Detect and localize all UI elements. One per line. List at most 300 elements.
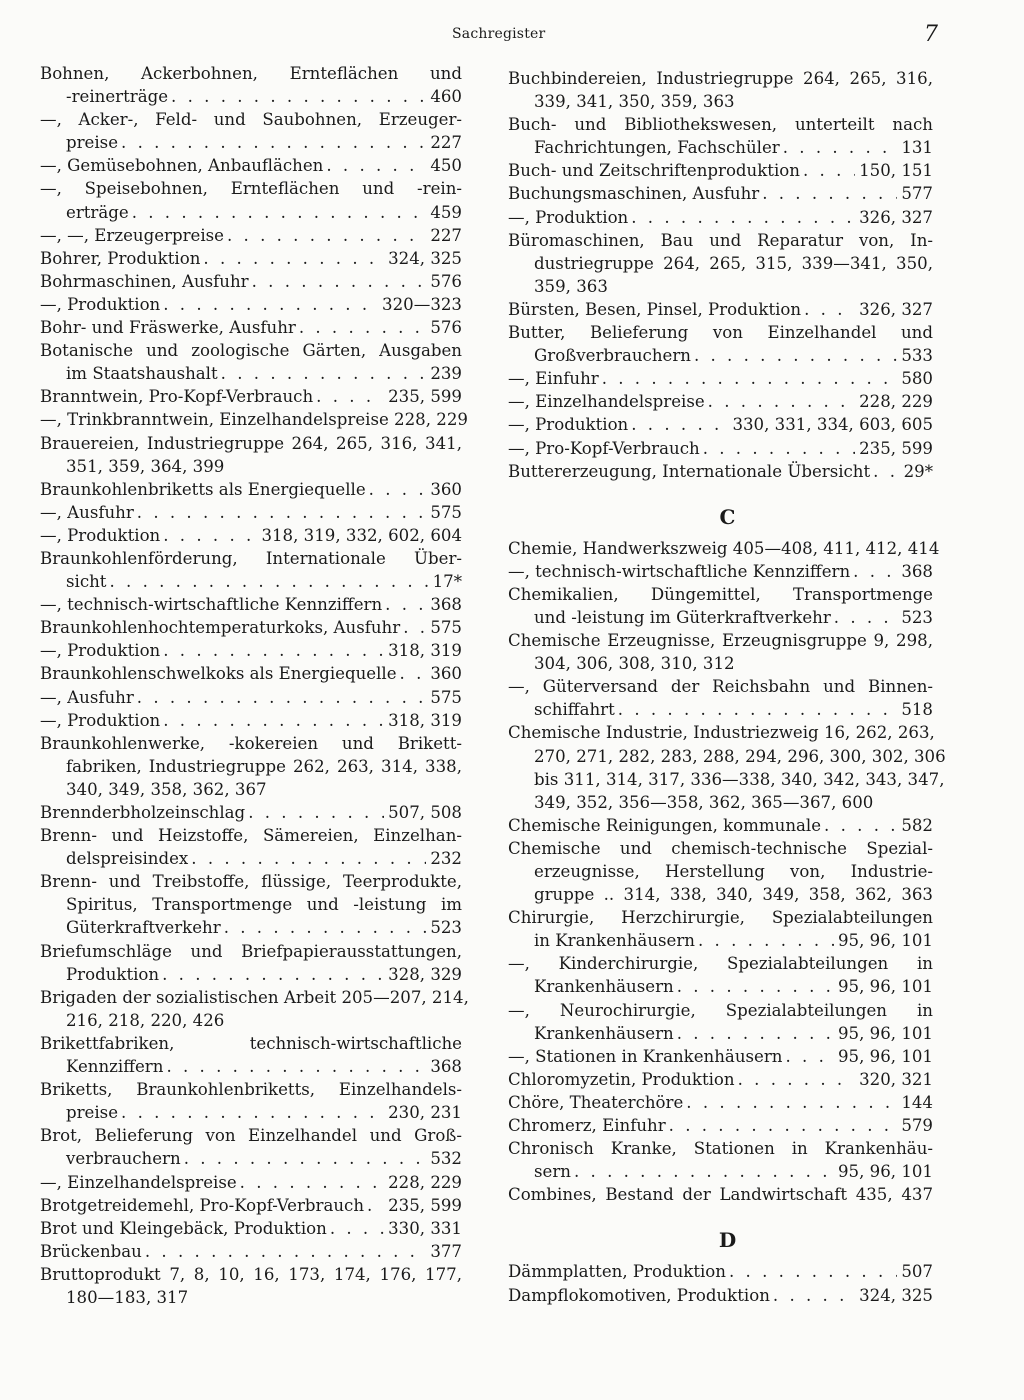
- entry-line: [508, 136, 933, 159]
- entry-line: [508, 1045, 933, 1068]
- dot-leader: [171, 85, 426, 108]
- entry-text: 351, 359, 364, 399: [66, 456, 225, 476]
- entry-line: [508, 367, 933, 390]
- entry-line: [508, 413, 933, 436]
- index-entry: [508, 1045, 933, 1068]
- dot-leader: [121, 1101, 384, 1124]
- entry-line: [40, 709, 462, 732]
- dot-leader: [698, 929, 834, 952]
- page-reference: 95, 96, 101: [837, 1046, 933, 1066]
- entry-text: Buttererzeugung, Internationale Übersicht: [508, 461, 871, 481]
- index-entry: [508, 1137, 933, 1183]
- entry-line: [508, 275, 933, 298]
- page-header: [0, 22, 1024, 52]
- dot-leader: [738, 1068, 856, 1091]
- page-reference: 230, 231: [388, 1103, 462, 1123]
- entry-text: Combines, Bestand der Landwirtschaft 435, 437: [508, 1185, 933, 1205]
- entry-text: —, Neurochirurgie, Spezialabteilungen in: [508, 1000, 933, 1020]
- entry-line: [40, 455, 462, 478]
- entry-line: [508, 159, 933, 182]
- entry-line: [40, 1124, 462, 1147]
- page-reference: 324, 325: [859, 1285, 933, 1305]
- entry-line: [508, 975, 933, 998]
- entry-text: Bürsten, Besen, Pinsel, Produktion: [508, 299, 802, 319]
- entry-text: —, Produktion: [40, 294, 161, 314]
- page-reference: 232: [430, 849, 462, 869]
- entry-line: [40, 593, 462, 616]
- entry-line: [508, 1137, 933, 1160]
- entry-line: [40, 963, 462, 986]
- entry-line: [40, 108, 462, 131]
- page-reference: 579: [901, 1116, 933, 1136]
- entry-line: [40, 478, 462, 501]
- index-entry: [40, 593, 462, 616]
- index-entry: [508, 390, 933, 413]
- entry-line: [508, 698, 933, 721]
- page-reference: 575: [430, 502, 462, 522]
- dot-leader: [694, 344, 897, 367]
- entry-text: 340, 349, 358, 362, 367: [66, 779, 267, 799]
- entry-line: [40, 732, 462, 755]
- entry-line: [508, 206, 933, 229]
- entry-text: —, Kinderchirurgie, Spezialabteilungen in: [508, 954, 933, 974]
- entry-text: dustriegruppe 264, 265, 315, 339—341, 350,: [534, 253, 933, 273]
- entry-line: [508, 537, 940, 560]
- entry-text: Brückenbau: [40, 1241, 142, 1261]
- entry-text: Brauereien, Industriegruppe 264, 265, 316, 341,: [40, 433, 462, 453]
- dot-leader: [762, 182, 897, 205]
- dot-leader: [316, 385, 384, 408]
- dot-leader: [677, 975, 834, 998]
- dot-leader: [708, 390, 855, 413]
- entry-line: [508, 1091, 933, 1114]
- entry-line: [40, 177, 462, 200]
- entry-text: Briefumschläge und Briefpapierausstattungen,: [40, 941, 462, 961]
- index-entry: [508, 182, 933, 205]
- entry-line: [508, 629, 933, 652]
- index-entry: [508, 206, 933, 229]
- index-entry: [40, 154, 462, 177]
- entry-text: Brot, Belieferung von Einzelhandel und Groß-: [40, 1126, 462, 1146]
- entry-text: Chemie, Handwerkszweig 405—408, 411, 412, 414: [508, 538, 940, 558]
- page-reference: 95, 96, 101: [837, 931, 933, 951]
- dot-leader: [631, 413, 728, 436]
- entry-line: [508, 1022, 933, 1045]
- entry-line: [40, 1263, 462, 1286]
- page-reference: 228, 229: [859, 392, 933, 412]
- entry-text: Braunkohlenwerke, -kokereien und Brikett-: [40, 733, 462, 753]
- dot-leader: [163, 709, 384, 732]
- entry-line: [40, 916, 462, 939]
- entry-line: [40, 432, 462, 455]
- index-entry: [40, 1032, 462, 1078]
- dot-leader: [184, 1147, 427, 1170]
- page-reference: 532: [430, 1149, 462, 1169]
- entry-text: sicht: [66, 572, 107, 592]
- entry-line: [508, 929, 933, 952]
- entry-line: [40, 1078, 462, 1101]
- entry-text: delspreisindex: [66, 849, 189, 869]
- entry-text: Chronisch Kranke, Stationen in Krankenhäu-: [508, 1139, 933, 1159]
- entry-text: Großverbrauchern: [534, 346, 691, 366]
- entry-text: —, Speisebohnen, Ernteflächen und -rein-: [40, 179, 462, 199]
- entry-text: Branntwein, Pro-Kopf-Verbrauch: [40, 387, 314, 407]
- dot-leader: [686, 1091, 897, 1114]
- dot-leader: [330, 1217, 384, 1240]
- entry-line: [40, 247, 462, 270]
- index-entry: [508, 460, 933, 483]
- page-reference: 144: [901, 1092, 933, 1112]
- dot-leader: [574, 1160, 834, 1183]
- entry-text: Buchbindereien, Industriegruppe 264, 265, 316,: [508, 69, 933, 88]
- dot-leader: [137, 686, 427, 709]
- entry-line: [508, 652, 933, 675]
- entry-text: Bohrmaschinen, Ausfuhr: [40, 271, 249, 291]
- right-column: [508, 67, 946, 1307]
- entry-line: [508, 560, 933, 583]
- entry-text: Krankenhäusern: [534, 977, 674, 997]
- entry-line: [40, 339, 462, 362]
- entry-line: [40, 293, 462, 316]
- page-reference: 330, 331, 334, 603, 605: [732, 415, 933, 435]
- page-reference: 368: [430, 595, 462, 615]
- page-reference: 318, 319: [388, 710, 462, 730]
- entry-text: Brenn- und Treibstoffe, flüssige, Teerprodukte,: [40, 872, 462, 892]
- page-reference: 95, 96, 101: [837, 1023, 933, 1043]
- section-letter-d: D: [718, 1228, 737, 1253]
- entry-text: —, Ausfuhr: [40, 502, 134, 522]
- entry-line: [508, 321, 933, 344]
- entry-text: —, Einzelhandelspreise: [40, 1172, 237, 1192]
- index-entry: [40, 247, 462, 270]
- entry-line: [40, 940, 462, 963]
- index-entry: [40, 1171, 462, 1194]
- entry-line: [508, 67, 933, 90]
- page-reference: 318, 319, 332, 602, 604: [261, 525, 462, 545]
- entry-text: Chöre, Theaterchöre: [508, 1092, 684, 1112]
- dot-leader: [191, 847, 426, 870]
- page-reference: 95, 96, 101: [837, 977, 933, 997]
- entry-text: Buch- und Zeitschriftenproduktion: [508, 161, 800, 181]
- entry-text: Butter, Belieferung von Einzelhandel und: [508, 323, 933, 343]
- dot-leader: [385, 593, 426, 616]
- entry-text: fabriken, Industriegruppe 262, 263, 314, 338,: [66, 756, 462, 776]
- entry-text: Güterkraftverkehr: [66, 918, 221, 938]
- index-entry: [40, 501, 462, 524]
- index-entry: [508, 675, 933, 721]
- dot-leader: [804, 298, 855, 321]
- entry-text: Dämmplatten, Produktion: [508, 1262, 726, 1282]
- dot-leader: [803, 159, 855, 182]
- entry-line: [40, 755, 462, 778]
- entry-text: —, Ausfuhr: [40, 687, 134, 707]
- entry-line: [508, 298, 933, 321]
- entry-line: [40, 662, 462, 685]
- entry-text: 180—183, 317: [66, 1287, 189, 1307]
- entry-text: in Krankenhäusern: [534, 931, 695, 951]
- entry-line: [508, 437, 933, 460]
- dot-leader: [145, 1240, 426, 1263]
- entry-text: Chirurgie, Herzchirurgie, Spezialabteilungen: [508, 908, 933, 928]
- entry-line: [508, 675, 933, 698]
- page-reference: 235, 599: [388, 387, 462, 407]
- entry-line: [40, 570, 462, 593]
- entry-text: Buchungsmaschinen, Ausfuhr: [508, 184, 760, 204]
- page-reference: 360: [430, 479, 462, 499]
- dot-leader: [203, 247, 384, 270]
- index-entry: [40, 316, 462, 339]
- dot-leader: [853, 560, 897, 583]
- entry-text: und -leistung im Güterkraftverkehr: [534, 607, 831, 627]
- dot-leader: [224, 916, 427, 939]
- index-entry: [508, 537, 940, 560]
- page-reference: 576: [430, 318, 462, 338]
- entry-text: -reinerträge: [66, 87, 169, 107]
- entry-text: preise: [66, 1103, 119, 1123]
- dot-leader: [873, 460, 899, 483]
- entry-line: [40, 85, 462, 108]
- entry-line: [40, 824, 462, 847]
- entry-line: [508, 1068, 933, 1091]
- page-reference: 150, 151: [859, 161, 933, 181]
- entry-text: Brikettfabriken, technisch-wirtschaftliche: [40, 1033, 462, 1053]
- entry-text: —, Produktion: [508, 415, 629, 435]
- dot-leader: [162, 963, 384, 986]
- index-entry: [40, 177, 462, 223]
- entry-line: [508, 860, 933, 883]
- entry-text: Braunkohlenhochtemperaturkoks, Ausfuhr: [40, 618, 401, 638]
- entry-line: [40, 1032, 462, 1055]
- dot-leader: [163, 293, 378, 316]
- dot-leader: [163, 639, 384, 662]
- entry-text: —, technisch-wirtschaftliche Kennziffern: [40, 595, 383, 615]
- entry-text: —, Produktion: [508, 207, 629, 227]
- dot-leader: [137, 501, 427, 524]
- entry-text: Braunkohlenschwelkoks als Energiequelle: [40, 664, 397, 684]
- dot-leader: [785, 1045, 834, 1068]
- entry-text: —, Güterversand der Reichsbahn und Binnen-: [508, 677, 933, 697]
- entry-text: —, Produktion: [40, 710, 161, 730]
- entry-text: erträge: [66, 202, 129, 222]
- entry-line: [40, 385, 462, 408]
- dot-leader: [227, 224, 426, 247]
- entry-text: —, Einfuhr: [508, 369, 599, 389]
- entry-text: —, Einzelhandelspreise: [508, 392, 705, 412]
- index-entry: [508, 321, 933, 367]
- page-reference: 507, 508: [388, 803, 462, 822]
- index-entry: [40, 1194, 462, 1217]
- dot-leader: [132, 201, 427, 224]
- entry-line: [508, 745, 946, 768]
- index-entry: [508, 229, 933, 298]
- entry-line: [508, 460, 933, 483]
- dot-leader: [834, 606, 898, 629]
- index-entry: [508, 583, 933, 629]
- index-entry: [508, 1114, 933, 1137]
- entry-line: [508, 344, 933, 367]
- entry-text: 349, 352, 356—358, 362, 365—367, 600: [534, 792, 874, 812]
- entry-line: [508, 90, 933, 113]
- index-list-c: [508, 537, 946, 1207]
- index-entry: [508, 67, 933, 113]
- entry-line: [40, 270, 462, 293]
- page-reference: 326, 327: [859, 299, 933, 319]
- index-entry: [40, 1217, 462, 1240]
- entry-text: —, Produktion: [40, 641, 161, 661]
- dot-leader: [602, 367, 898, 390]
- entry-line: [508, 1114, 933, 1137]
- index-entry: [508, 906, 933, 952]
- entry-text: Chemische Industrie, Industriezweig 16, 262, 263,: [508, 723, 935, 743]
- dot-leader: [783, 136, 898, 159]
- entry-line: [40, 801, 462, 824]
- dot-leader: [703, 437, 855, 460]
- page-reference: 235, 599: [388, 1195, 462, 1215]
- dot-leader: [109, 570, 428, 593]
- entry-text: —, Gemüsebohnen, Anbauflächen: [40, 156, 324, 176]
- dot-leader: [166, 1055, 426, 1078]
- page-reference: 17*: [432, 572, 462, 592]
- page-reference: 507: [901, 1262, 933, 1282]
- index-entry: [40, 986, 469, 1032]
- entry-line: [40, 131, 462, 154]
- dot-leader: [367, 1194, 384, 1217]
- entry-line: [508, 390, 933, 413]
- entry-line: [40, 847, 462, 870]
- index-entry: [40, 686, 462, 709]
- index-entry: [508, 1260, 933, 1283]
- running-title: Sachregister: [452, 26, 546, 42]
- entry-text: Braunkohlenbriketts als Energiequelle: [40, 479, 366, 499]
- index-entry: [40, 108, 462, 154]
- index-entry: [40, 1124, 462, 1170]
- page-reference: 318, 319: [388, 641, 462, 661]
- index-entry: [40, 478, 462, 501]
- entry-line: [40, 686, 462, 709]
- page-reference: 239: [430, 364, 462, 384]
- dot-leader: [403, 616, 426, 639]
- dot-leader: [369, 478, 427, 501]
- entry-text: gruppe .. 314, 338, 340, 349, 358, 362, 363: [534, 885, 933, 905]
- entry-line: [40, 1194, 462, 1217]
- dot-leader: [773, 1284, 855, 1307]
- entry-line: [40, 547, 462, 570]
- entry-line: [508, 1160, 933, 1183]
- entry-line: [40, 1101, 462, 1124]
- entry-line: [40, 224, 462, 247]
- entry-text: 359, 363: [534, 276, 608, 296]
- page-reference: 29*: [903, 461, 933, 481]
- index-entry: [508, 298, 933, 321]
- page-reference: 320, 321: [859, 1069, 933, 1089]
- index-entry: [40, 870, 462, 939]
- index-entry: [508, 952, 933, 998]
- entry-text: 216, 218, 220, 426: [66, 1010, 225, 1030]
- index-entry: [40, 801, 462, 824]
- index-entry: [508, 837, 933, 906]
- entry-line: [40, 1240, 462, 1263]
- index-entry: [40, 293, 462, 316]
- entry-text: Buch- und Bibliothekswesen, unterteilt nach: [508, 115, 933, 135]
- dot-leader: [248, 801, 384, 824]
- entry-text: Brot und Kleingebäck, Produktion: [40, 1218, 327, 1238]
- section-letter-c: C: [719, 504, 736, 529]
- entry-line: [508, 229, 933, 252]
- index-entry: [40, 1078, 462, 1124]
- index-entry: [508, 1284, 933, 1307]
- index-entry: [40, 408, 468, 431]
- entry-line: [40, 893, 462, 916]
- entry-line: [40, 616, 462, 639]
- entry-text: Briketts, Braunkohlenbriketts, Einzelhandels-: [40, 1080, 462, 1100]
- page-reference: 131: [901, 138, 933, 158]
- entry-line: [508, 1284, 933, 1307]
- index-entry: [508, 721, 946, 813]
- page-reference: 320—323: [382, 294, 462, 314]
- entry-line: [508, 768, 945, 791]
- entry-line: [508, 606, 933, 629]
- entry-line: [508, 999, 933, 1022]
- entry-line: [508, 1260, 933, 1283]
- entry-text: —, technisch-wirtschaftliche Kennziffern: [508, 561, 851, 581]
- index-entry: [40, 432, 462, 478]
- entry-text: Bruttoprodukt 7, 8, 10, 16, 173, 174, 176, 177,: [40, 1264, 462, 1284]
- entry-text: Spiritus, Transportmenge und -leistung im: [66, 895, 462, 915]
- index-entry: [508, 560, 933, 583]
- entry-text: Brotgetreidemehl, Pro-Kopf-Verbrauch: [40, 1195, 365, 1215]
- index-entry: [40, 616, 462, 639]
- index-entry: [508, 999, 933, 1045]
- entry-line: [40, 1217, 462, 1240]
- page-reference: 377: [430, 1241, 462, 1261]
- index-entry: [508, 113, 933, 159]
- entry-text: 339, 341, 350, 359, 363: [534, 92, 735, 112]
- entry-text: Dampflokomotiven, Produktion: [508, 1285, 770, 1305]
- dot-leader: [669, 1114, 898, 1137]
- index-entry: [40, 709, 462, 732]
- page-reference: 330, 331: [388, 1218, 462, 1238]
- dot-leader: [824, 814, 897, 837]
- entry-line: [40, 316, 462, 339]
- entry-text: Fachrichtungen, Fachschüler: [534, 138, 780, 158]
- entry-line: [508, 252, 933, 275]
- entry-text: Chemikalien, Düngemittel, Transportmenge: [508, 584, 933, 604]
- page-reference: 533: [901, 346, 933, 366]
- entry-line: [508, 906, 933, 929]
- index-list-b: [508, 67, 933, 483]
- page-reference: 368: [430, 1057, 462, 1077]
- entry-text: —, —, Erzeugerpreise: [40, 225, 224, 245]
- index-entry: [508, 1068, 933, 1091]
- entry-text: 270, 271, 282, 283, 288, 294, 296, 300, 302, 306: [534, 746, 946, 766]
- dot-leader: [252, 270, 427, 293]
- left-column: [40, 62, 469, 1309]
- entry-text: sern: [534, 1162, 571, 1182]
- entry-text: Kennziffern: [66, 1057, 164, 1077]
- entry-text: Chemische Reinigungen, kommunale: [508, 815, 822, 835]
- index-entry: [40, 732, 462, 801]
- entry-line: [508, 182, 933, 205]
- index-entry: [508, 367, 933, 390]
- entry-text: Bohr- und Fräswerke, Ausfuhr: [40, 318, 296, 338]
- page-reference: 228, 229: [388, 1172, 462, 1192]
- index-entry: [508, 1183, 933, 1206]
- dot-leader: [400, 662, 427, 685]
- page-reference: 580: [901, 369, 933, 389]
- page-reference: 328, 329: [388, 964, 462, 984]
- entry-text: —, Trinkbranntwein, Einzelhandelspreise 228, 229: [40, 410, 468, 430]
- entry-line: [508, 814, 933, 837]
